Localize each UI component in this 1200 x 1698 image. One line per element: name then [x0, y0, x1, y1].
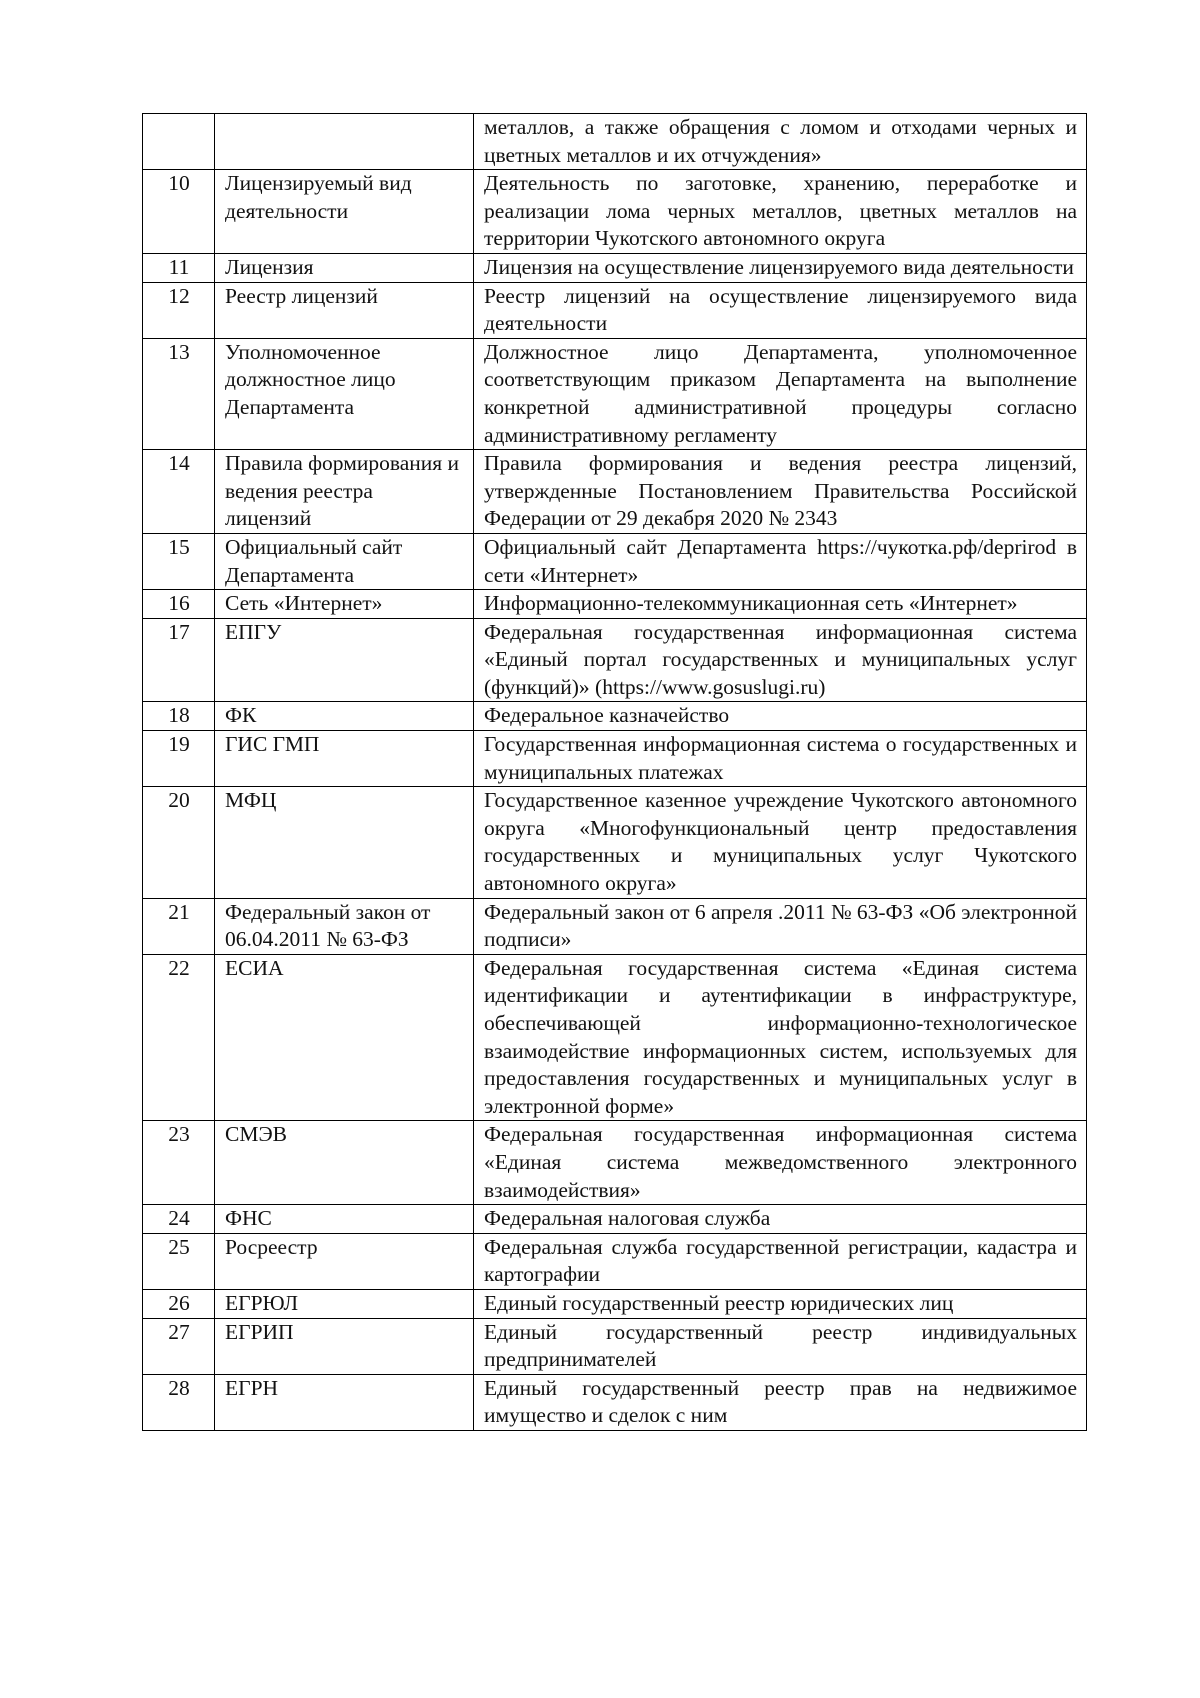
- definition-cell: металлов, а также обращения с ломом и отходами черных и цветных металлов и их отчуждения»: [474, 114, 1087, 170]
- definition-cell: Должностное лицо Департамента, уполномоченное соответствующим приказом Департамента на выполнение конкретной административной процедуры согласно административному регламенту: [474, 338, 1087, 449]
- term-cell: Лицензия: [215, 253, 474, 282]
- definition-cell: Правила формирования и ведения реестра лицензий, утвержденные Постановлением Правительства Российской Федерации от 29 декабря 2020 № 2343: [474, 450, 1087, 534]
- term-cell: ФНС: [215, 1205, 474, 1234]
- table-row: [143, 338, 1087, 449]
- table-row: [143, 282, 1087, 338]
- table-row: [143, 1374, 1087, 1430]
- term-cell: МФЦ: [215, 787, 474, 898]
- row-number: 27: [143, 1318, 215, 1374]
- row-number: [143, 114, 215, 170]
- term-cell: ЕПГУ: [215, 618, 474, 702]
- table-row: [143, 1289, 1087, 1318]
- row-number: 13: [143, 338, 215, 449]
- definition-cell: Федеральное казначейство: [474, 702, 1087, 731]
- definition-cell: Единый государственный реестр прав на недвижимое имущество и сделок с ним: [474, 1374, 1087, 1430]
- table-row: [143, 1205, 1087, 1234]
- term-cell: Росреестр: [215, 1233, 474, 1289]
- row-number: 21: [143, 898, 215, 954]
- row-number: 19: [143, 731, 215, 787]
- table-row: [143, 590, 1087, 619]
- row-number: 28: [143, 1374, 215, 1430]
- table-row: [143, 898, 1087, 954]
- definition-cell: Федеральная государственная система «Единая система идентификации и аутентификации в инфраструктуре, обеспечивающей информационно-технологическое взаимодействие информационных систем, используемых для предоставления государственных и муниципальных услуг в электронной форме»: [474, 954, 1087, 1121]
- definition-cell: Лицензия на осуществление лицензируемого вида деятельности: [474, 253, 1087, 282]
- term-cell: Федеральный закон от 06.04.2011 № 63-ФЗ: [215, 898, 474, 954]
- definition-cell: Деятельность по заготовке, хранению, переработке и реализации лома черных металлов, цветных металлов на территории Чукотского автономного округа: [474, 170, 1087, 254]
- row-number: 12: [143, 282, 215, 338]
- row-number: 23: [143, 1121, 215, 1205]
- term-cell: ЕСИА: [215, 954, 474, 1121]
- term-cell: Сеть «Интернет»: [215, 590, 474, 619]
- row-number: 10: [143, 170, 215, 254]
- definition-cell: Единый государственный реестр индивидуальных предпринимателей: [474, 1318, 1087, 1374]
- definition-cell: Государственное казенное учреждение Чукотского автономного округа «Многофункциональный центр предоставления государственных и муниципальных услуг Чукотского автономного округа»: [474, 787, 1087, 898]
- definition-cell: Информационно-телекоммуникационная сеть «Интернет»: [474, 590, 1087, 619]
- definition-cell: Официальный сайт Департамента https://чукотка.рф/deprirod в сети «Интернет»: [474, 533, 1087, 589]
- row-number: 20: [143, 787, 215, 898]
- term-cell: ЕГРИП: [215, 1318, 474, 1374]
- row-number: 26: [143, 1289, 215, 1318]
- table-row: [143, 533, 1087, 589]
- term-cell: Правила формирования и ведения реестра лицензий: [215, 450, 474, 534]
- row-number: 11: [143, 253, 215, 282]
- term-cell: [215, 114, 474, 170]
- table-row: [143, 1233, 1087, 1289]
- definition-cell: Реестр лицензий на осуществление лицензируемого вида деятельности: [474, 282, 1087, 338]
- table-row: [143, 618, 1087, 702]
- definition-cell: Единый государственный реестр юридических лиц: [474, 1289, 1087, 1318]
- table-row: [143, 450, 1087, 534]
- table-row: [143, 1121, 1087, 1205]
- definition-cell: Федеральный закон от 6 апреля .2011 № 63-ФЗ «Об электронной подписи»: [474, 898, 1087, 954]
- definition-cell: Государственная информационная система о государственных и муниципальных платежах: [474, 731, 1087, 787]
- table-row: [143, 114, 1087, 170]
- term-cell: Официальный сайт Департамента: [215, 533, 474, 589]
- definition-cell: Федеральная служба государственной регистрации, кадастра и картографии: [474, 1233, 1087, 1289]
- definition-cell: Федеральная государственная информационная система «Единая система межведомственного электронного взаимодействия»: [474, 1121, 1087, 1205]
- row-number: 25: [143, 1233, 215, 1289]
- term-cell: СМЭВ: [215, 1121, 474, 1205]
- term-cell: ЕГРН: [215, 1374, 474, 1430]
- row-number: 24: [143, 1205, 215, 1234]
- term-cell: ГИС ГМП: [215, 731, 474, 787]
- term-cell: ФК: [215, 702, 474, 731]
- table-row: [143, 170, 1087, 254]
- term-cell: Уполномоченное должностное лицо Департамента: [215, 338, 474, 449]
- row-number: 15: [143, 533, 215, 589]
- table-row: [143, 253, 1087, 282]
- row-number: 18: [143, 702, 215, 731]
- terms-table: [142, 113, 1087, 1431]
- row-number: 17: [143, 618, 215, 702]
- definition-cell: Федеральная государственная информационная система «Единый портал государственных и муниципальных услуг (функций)» (https://www.gosuslugi.ru): [474, 618, 1087, 702]
- table-row: [143, 702, 1087, 731]
- table-row: [143, 731, 1087, 787]
- definition-cell: Федеральная налоговая служба: [474, 1205, 1087, 1234]
- term-cell: ЕГРЮЛ: [215, 1289, 474, 1318]
- table-row: [143, 1318, 1087, 1374]
- term-cell: Лицензируемый вид деятельности: [215, 170, 474, 254]
- row-number: 14: [143, 450, 215, 534]
- table-row: [143, 954, 1087, 1121]
- term-cell: Реестр лицензий: [215, 282, 474, 338]
- row-number: 16: [143, 590, 215, 619]
- row-number: 22: [143, 954, 215, 1121]
- table-row: [143, 787, 1087, 898]
